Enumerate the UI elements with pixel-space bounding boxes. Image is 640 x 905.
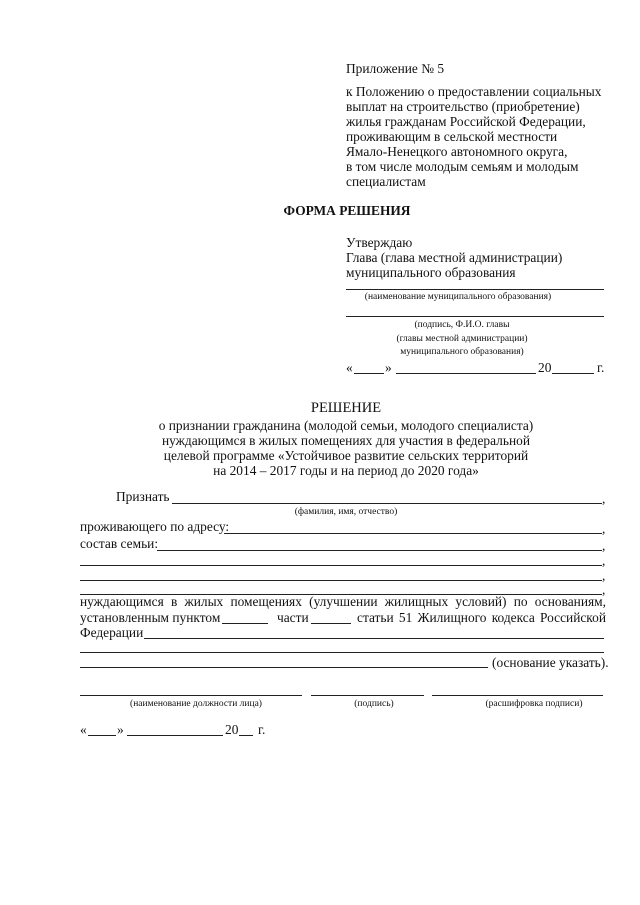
approval-date-close: » bbox=[385, 360, 392, 375]
fio-field[interactable] bbox=[172, 503, 602, 504]
municipality-caption: (наименование муниципального образования) bbox=[364, 292, 552, 302]
approval-day-field[interactable] bbox=[354, 373, 384, 374]
decision-subtitle-line: нуждающимся в жилых помещениях для участия в федеральной bbox=[161, 433, 531, 448]
decision-subtitle-line: на 2014 – 2017 годы и на период до 2020 года» bbox=[213, 463, 479, 478]
part-word: части bbox=[277, 610, 309, 625]
signature-caption: (подпись) bbox=[354, 699, 394, 709]
footer-day-field[interactable] bbox=[88, 735, 116, 736]
article-text: статьи 51 Жилищного кодекса Российской bbox=[357, 610, 606, 625]
line-comma: , bbox=[602, 491, 606, 506]
basis-field[interactable] bbox=[144, 638, 604, 639]
approval-line: Утверждаю bbox=[346, 235, 413, 250]
basis-field-line[interactable] bbox=[80, 652, 604, 653]
footer-date-open: « bbox=[80, 722, 87, 737]
family-label: состав семьи: bbox=[80, 536, 159, 551]
position-field[interactable] bbox=[80, 695, 302, 696]
appendix-line: к Положению о предоставлении социальных bbox=[346, 84, 602, 99]
line-comma: , bbox=[602, 582, 606, 597]
family-field[interactable] bbox=[157, 550, 602, 551]
decoding-caption: (расшифровка подписи) bbox=[485, 699, 583, 709]
approval-line: муниципального образования bbox=[346, 265, 516, 280]
footer-month-field[interactable] bbox=[127, 735, 223, 736]
address-field[interactable] bbox=[224, 533, 602, 534]
form-title: ФОРМА РЕШЕНИЯ bbox=[283, 203, 411, 218]
approval-month-field[interactable] bbox=[396, 373, 536, 374]
appendix-line: специалистам bbox=[346, 174, 426, 189]
family-field-line[interactable] bbox=[80, 580, 602, 581]
appendix-line: Ямало-Ненецкого автономного округа, bbox=[346, 144, 568, 159]
footer-year-field[interactable] bbox=[239, 735, 253, 736]
signature-field[interactable] bbox=[311, 695, 424, 696]
head-signature-line[interactable] bbox=[346, 316, 604, 317]
approval-year-suffix: г. bbox=[597, 360, 605, 375]
need-text: нуждающимся в жилых помещениях (улучшении жилищных условий) по основаниям, bbox=[80, 594, 606, 609]
approval-date-open: « bbox=[346, 360, 353, 375]
approval-year-prefix: 20 bbox=[538, 360, 552, 375]
footer-date-close: » bbox=[117, 722, 124, 737]
municipality-name-line[interactable] bbox=[346, 289, 604, 290]
appendix-line: жилья гражданам Российской Федерации, bbox=[346, 114, 586, 129]
appendix-line: в том числе молодым семьям и молодым bbox=[346, 159, 579, 174]
signature-caption: (главы местной администрации) bbox=[396, 334, 528, 344]
basis-field-line[interactable] bbox=[80, 667, 488, 668]
approval-year-field[interactable] bbox=[552, 373, 594, 374]
appendix-line: выплат на строительство (приобретение) bbox=[346, 99, 580, 114]
recognize-label: Признать bbox=[116, 489, 170, 504]
signature-caption: (подпись, Ф.И.О. главы bbox=[414, 320, 510, 330]
fio-caption: (фамилия, имя, отчество) bbox=[294, 507, 398, 517]
line-comma: , bbox=[602, 521, 606, 536]
family-field-line[interactable] bbox=[80, 565, 602, 566]
signature-caption: муниципального образования) bbox=[400, 347, 524, 357]
appendix-title: Приложение № 5 bbox=[346, 61, 445, 76]
decision-subtitle-line: о признании гражданина (молодой семьи, молодого специалиста) bbox=[158, 418, 534, 433]
part-field[interactable] bbox=[311, 623, 351, 624]
footer-year-prefix: 20 bbox=[225, 722, 239, 737]
line-comma: , bbox=[602, 568, 606, 583]
address-label: проживающего по адресу: bbox=[80, 519, 230, 534]
line-comma: , bbox=[602, 538, 606, 553]
line-comma: , bbox=[602, 553, 606, 568]
approval-line: Глава (глава местной администрации) bbox=[346, 250, 563, 265]
position-caption: (наименование должности лица) bbox=[130, 699, 262, 709]
decision-subtitle-line: целевой программе «Устойчивое развитие сельских территорий bbox=[163, 448, 529, 463]
decoding-field[interactable] bbox=[432, 695, 603, 696]
point-word: установленным пунктом bbox=[80, 610, 221, 625]
decision-title: РЕШЕНИЕ bbox=[310, 400, 382, 416]
basis-note: (основание указать). bbox=[492, 655, 609, 670]
footer-year-suffix: г. bbox=[258, 722, 266, 737]
appendix-line: проживающим в сельской местности bbox=[346, 129, 558, 144]
federation-word: Федерации bbox=[80, 625, 144, 640]
point-field[interactable] bbox=[222, 623, 268, 624]
